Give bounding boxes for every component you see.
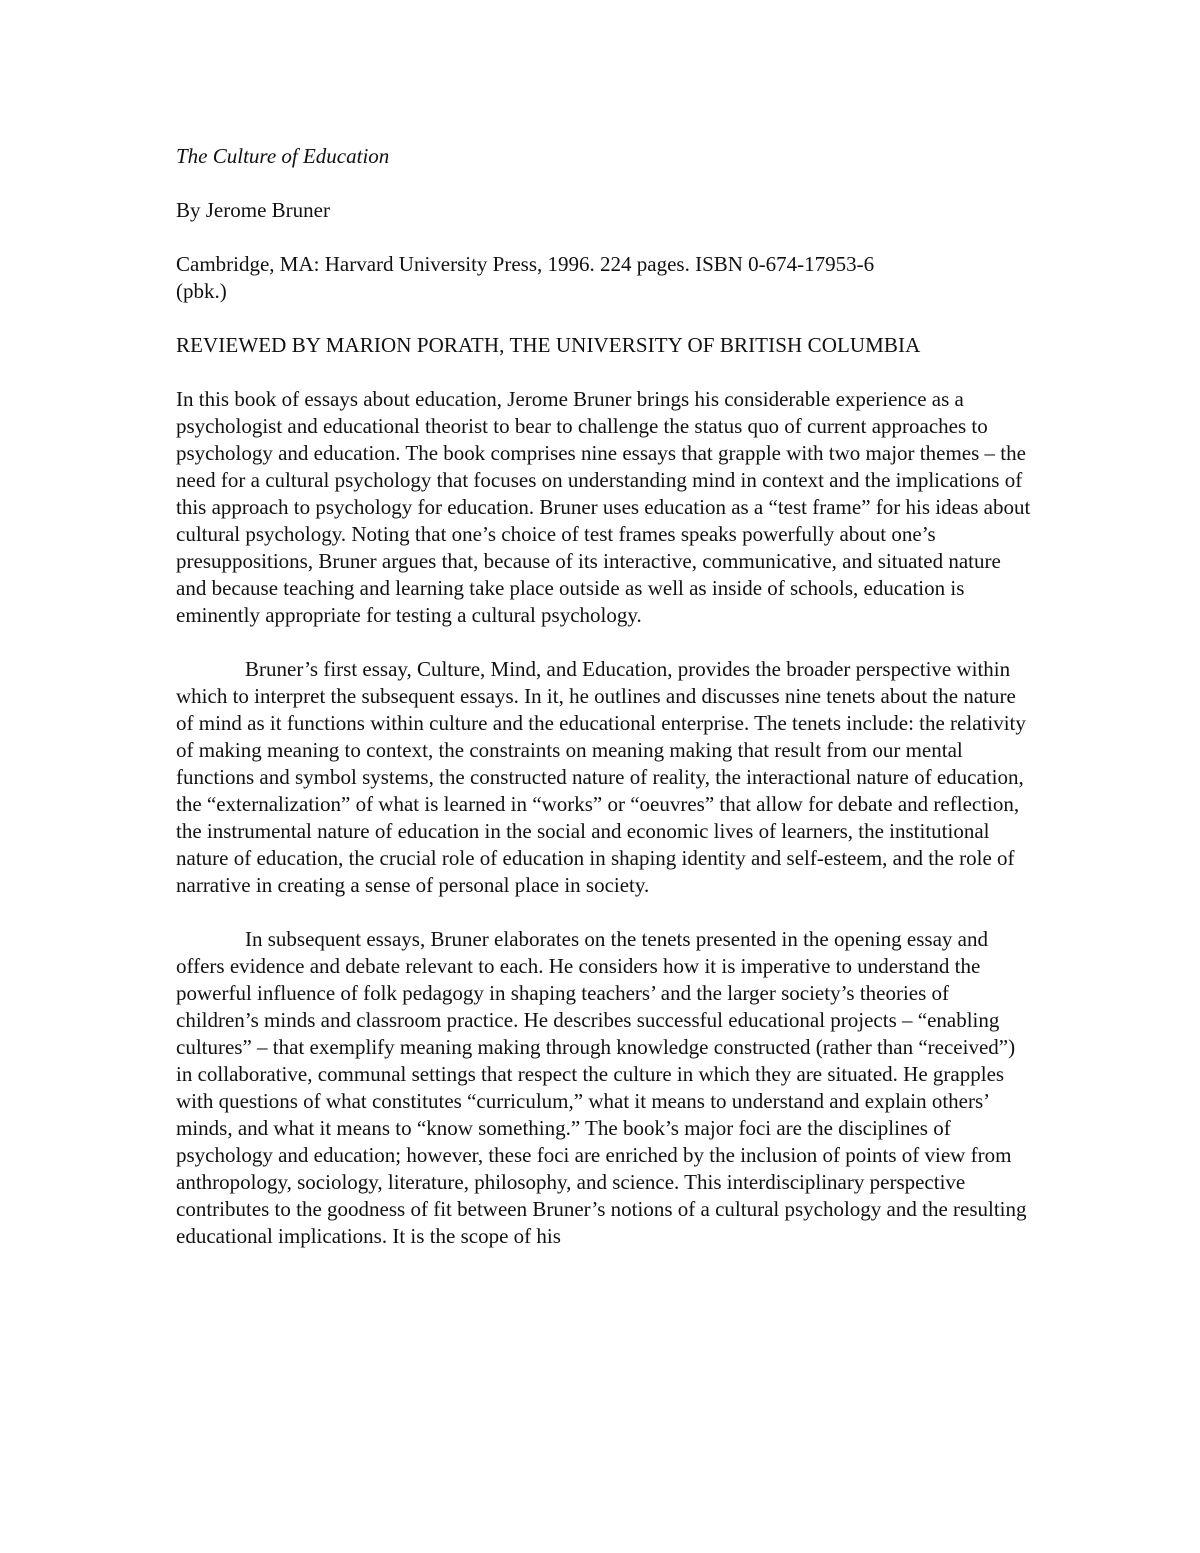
- body-paragraph: In subsequent essays, Bruner elaborates on the tenets presented in the opening essay and offers evidence and debate relevant to each. He considers how it is imperative to understand the powerful influence of folk pedagogy in shaping teachers’ and the larger society’s theories of children’s minds and classroom practice. He describes successful educational projects – “enabling cultures” – that exemplify meaning making through knowledge constructed (rather than “received”) in collaborative, communal settings that respect the culture in which they are situated. He grapples with questions of what constitutes “curriculum,” what it means to understand and explain others’ minds, and what it means to “know something.” The book’s major foci are the disciplines of psychology and education; however, these foci are enriched by the inclusion of points of view from anthropology, sociology, literature, philosophy, and science. This interdisciplinary perspective contributes to the goodness of fit between Bruner’s notions of a cultural psychology and the resulting educational implications. It is the scope of his: [176, 927, 1027, 1248]
- document-body: [176, 143, 1036, 1250]
- publication-line-2: (pbk.): [176, 279, 227, 303]
- book-title: The Culture of Education: [176, 144, 390, 168]
- body-paragraph: Bruner’s first essay, Culture, Mind, and Education, provides the broader perspective within which to interpret the subsequent essays. In it, he outlines and discusses nine tenets about the nature of mind as it functions within culture and the educational enterprise. The tenets include: the relativity of making meaning to context, the constraints on meaning making that result from our mental functions and symbol systems, the constructed nature of reality, the interactional nature of education, the “externalization” of what is learned in “works” or “oeuvres” that allow for debate and reflection, the instrumental nature of education in the social and economic lives of learners, the institutional nature of education, the crucial role of education in shaping identity and self-esteem, and the role of narrative in creating a sense of personal place in society.: [176, 657, 1026, 897]
- publication-line-1: Cambridge, MA: Harvard University Press, 1996. 224 pages. ISBN 0-674-17953-6: [176, 252, 875, 276]
- reviewer-line: REVIEWED BY MARION PORATH, THE UNIVERSITY OF BRITISH COLUMBIA: [176, 333, 921, 357]
- author-line: By Jerome Bruner: [176, 198, 330, 222]
- body-paragraph: In this book of essays about education, Jerome Bruner brings his considerable experience as a psychologist and educational theorist to bear to challenge the status quo of current approaches to psychology and education. The book comprises nine essays that grapple with two major themes – the need for a cultural psychology that focuses on understanding mind in context and the implications of this approach to psychology for education. Bruner uses education as a “test frame” for his ideas about cultural psychology. Noting that one’s choice of test frames speaks powerfully about one’s presuppositions, Bruner argues that, because of its interactive, communicative, and situated nature and because teaching and learning take place outside as well as inside of schools, education is eminently appropriate for testing a cultural psychology.: [176, 387, 1031, 627]
- publication-info: [176, 251, 1036, 305]
